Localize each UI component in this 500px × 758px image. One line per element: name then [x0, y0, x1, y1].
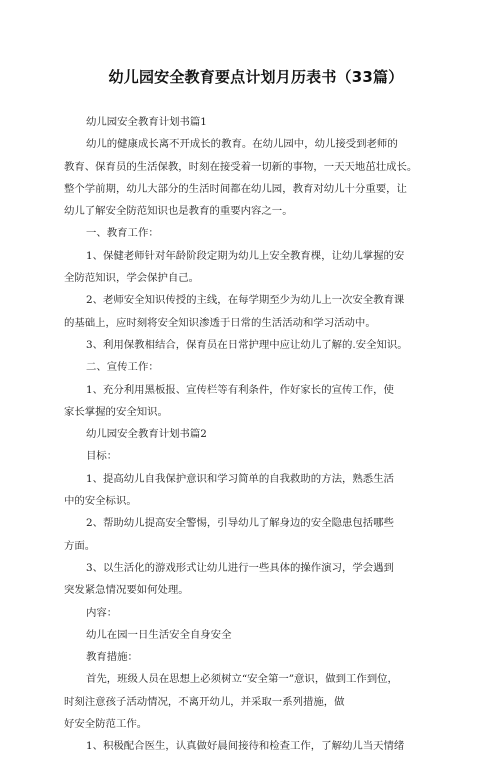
text-line: 整个学前期，幼儿大部分的生活时间都在幼儿园，教育对幼儿十分重要，让: [64, 182, 407, 195]
text-line: 1、积极配合医生，认真做好晨间接待和检查工作，了解幼儿当天情绪: [86, 740, 405, 753]
document-body: [64, 111, 448, 758]
text-line: 2、帮助幼儿提高安全警惕，引导幼儿了解身边的安全隐患包括哪些: [86, 517, 394, 530]
text-line: 全防范知识，学会保护自己。: [64, 272, 200, 285]
text-line: 二、宣传工作：: [86, 361, 159, 374]
text-line: 1、保健老师针对年龄阶段定期为幼儿上安全教育棵，让幼儿掌握的安: [86, 249, 405, 262]
text-line: 目标：: [86, 450, 118, 463]
text-line: 3、以生活化的游戏形式让幼儿进行一些具体的操作演习，学会遇到: [86, 561, 394, 574]
text-line: 2、老师安全知识传授的主线，在每学期至少为幼儿上一次安全教育课: [86, 294, 405, 307]
text-line: 时刻注意孩子活动情况，不离开幼儿，并采取一系列措施，做: [64, 695, 345, 708]
text-line: 方面。: [64, 539, 96, 552]
text-line: 教育措施：: [86, 651, 138, 664]
text-line: 一、教育工作：: [86, 227, 159, 240]
text-line: 首先，班级人员在思想上必须树立“安全第一”意识，做到工作到位，: [86, 673, 398, 686]
text-line: 1、充分利用黑板报、宣传栏等有利条件，作好家长的宣传工作，使: [86, 383, 394, 396]
document-title: 幼儿园安全教育要点计划月历表书（33篇）: [108, 68, 404, 86]
text-line: 的基础上，应时刻将安全知识渗透于日常的生活活动和学习活动中。: [64, 316, 376, 329]
text-line: 幼儿了解安全防范知识也是教育的重要内容之一。: [64, 205, 293, 218]
text-line: 幼儿的健康成长离不开成长的教育。在幼儿园中，幼儿接受到老师的: [86, 138, 398, 151]
text-line: 3、利用保教相结合，保育员在日常护理中应让幼儿了解的.安全知识。: [86, 338, 408, 351]
text-line: 突发紧急情况要如何处理。: [64, 584, 189, 597]
text-line: 内容：: [86, 606, 118, 619]
text-line: 幼儿园安全教育计划书篇2: [86, 428, 207, 441]
text-line: 中的安全标识。: [64, 495, 137, 508]
text-line: 教育、保育员的生活保教，时刻在接受着一切新的事物，一天天地茁壮成长。: [64, 160, 418, 173]
text-line: 好安全防范工作。: [64, 718, 148, 731]
text-line: 幼儿园安全教育计划书篇1: [86, 116, 207, 128]
text-line: 幼儿在园一日生活安全自身安全: [86, 628, 232, 641]
text-line: 1、提高幼儿自我保护意识和学习简单的自我救助的方法，熟悉生活: [86, 472, 394, 485]
text-line: 家长掌握的安全知识。: [64, 405, 168, 418]
